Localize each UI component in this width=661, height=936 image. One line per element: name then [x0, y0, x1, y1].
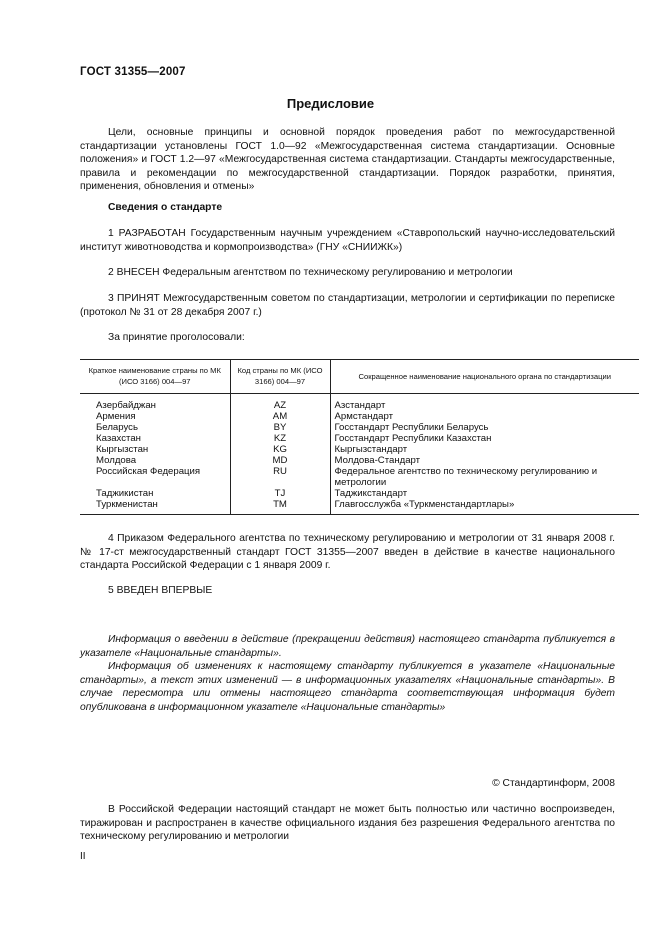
legal-notice: В Российской Федерации настоящий стандарт не может быть полностью или частично воспроизведен, тиражирован и распространен в качестве официального издания без разрешения Федерального агентства по техническому регулированию и метрологии: [80, 804, 615, 843]
table-row: [80, 394, 639, 412]
table-row: [80, 499, 639, 515]
national-body: Главгосслужба «Туркменстандартлары»: [330, 499, 639, 515]
country-name: Казахстан: [96, 433, 141, 444]
national-body: Госстандарт Республики Беларусь: [330, 422, 639, 433]
info-heading: Сведения о стандарте: [108, 202, 223, 213]
country-code: RU: [230, 466, 330, 488]
country-name: Туркменистан: [80, 499, 230, 515]
intro-paragraph: Цели, основные принципы и основной порядок проведения работ по межгосударственной стандартизации установлены ГОСТ 1.0—92 «Межгосударственная система стандартизации. Основные положения» и ГОСТ 1.2—97 «Межгосударственная система стандартизации. Стандарты межгосударственные, правила и рекомендации по межгосударственной стандартизации. Порядок разработки, принятия, применения, обновления и отмены»: [80, 127, 615, 193]
standard-id-header: ГОСТ 31355—2007: [80, 66, 186, 78]
item-developed: 1 РАЗРАБОТАН Государственным научным учреждением «Ставропольский научно-исследовательский институт животноводства и кормопроизводства» (ГНУ «СНИИЖК»): [80, 228, 615, 253]
country-name: Таджикистан: [96, 488, 154, 499]
table-header-row: [80, 360, 639, 394]
header-national-body: Сокращенное наименование национального органа по стандартизации: [330, 360, 639, 394]
table-row: [80, 455, 639, 466]
table-row: [80, 433, 639, 444]
country-code: AM: [230, 411, 330, 422]
country-code: TJ: [230, 488, 330, 499]
country-code: TM: [230, 499, 330, 515]
country-code: MD: [230, 455, 330, 466]
national-body: Таджикстандарт: [330, 488, 639, 499]
country-name: Молдова: [96, 455, 137, 466]
country-name: Российская Федерация: [96, 466, 201, 477]
voting-table: [80, 359, 639, 515]
page-title: Предисловие: [286, 96, 375, 111]
national-body: Госстандарт Республики Казахстан: [330, 433, 639, 444]
header-country-code: Код страны по МК (ИСО 3166) 004—97: [230, 360, 330, 394]
country-code: KZ: [230, 433, 330, 444]
country-name: Армения: [96, 411, 136, 422]
notice-introduction: Информация о введении в действие (прекращении действия) настоящего стандарта публикуется в указателе «Национальные стандарты».: [80, 634, 615, 659]
country-code: AZ: [230, 394, 330, 412]
national-body: Азстандарт: [330, 394, 639, 412]
country-name: Беларусь: [96, 422, 138, 433]
header-country-name: Краткое наименование страны по МК (ИСО 3166) 004—97: [80, 360, 230, 394]
table-row: [80, 444, 639, 455]
copyright: © Стандартинформ, 2008: [492, 778, 615, 789]
country-name: Кыргызстан: [96, 444, 149, 455]
table-row: [80, 411, 639, 422]
table-row: [80, 466, 639, 488]
table-row: [80, 422, 639, 433]
country-name: Азербайджан: [96, 400, 156, 411]
notice-changes: Информация об изменениях к настоящему стандарту публикуется в указателе «Национальные стандарты», а текст этих изменений — в информационных указателях «Национальные стандарты». В случае пересмотра или отмены настоящего стандарта соответствующая информация будет опубликована в информационном указателе «Национальные стандарты»: [80, 661, 615, 713]
item-introduced: 2 ВНЕСЕН Федеральным агентством по техническому регулированию и метрологии: [108, 267, 513, 278]
national-body: Молдова-Стандарт: [330, 455, 639, 466]
national-body: Кыргызстандарт: [330, 444, 639, 455]
item-adopted: 3 ПРИНЯТ Межгосударственным советом по стандартизации, метрологии и сертификации по переписке (протокол № 31 от 28 декабря 2007 г.): [80, 293, 615, 318]
item-first-time: 5 ВВЕДЕН ВПЕРВЫЕ: [108, 585, 213, 596]
item-order: 4 Приказом Федерального агентства по техническому регулированию и метрологии от 31 января 2008 г. № 17-ст межгосударственный стандарт ГОСТ 31355—2007 введен в действие в качестве национального стандарта Российской Федерации с 1 января 2009 г.: [80, 533, 615, 572]
country-code: BY: [230, 422, 330, 433]
national-body: Федеральное агентство по техническому регулированию и метрологии: [330, 466, 639, 488]
page-number: II: [80, 851, 86, 862]
voted-label: За принятие проголосовали:: [108, 332, 245, 343]
country-code: KG: [230, 444, 330, 455]
national-body: Армстандарт: [330, 411, 639, 422]
table-row: [80, 488, 639, 499]
